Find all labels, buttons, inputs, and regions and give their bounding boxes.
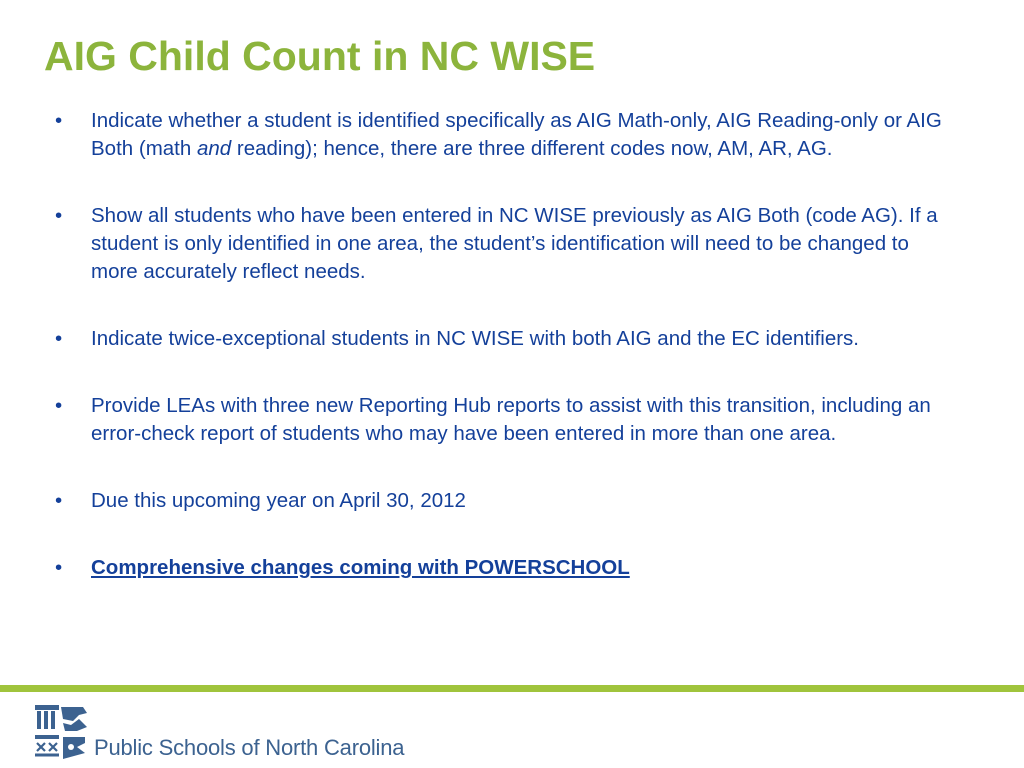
bullet-item bbox=[55, 487, 955, 515]
bullet-marker: • bbox=[55, 556, 63, 579]
emphasis-link-text: Comprehensive changes coming with POWERSCHOOL bbox=[91, 556, 630, 579]
bullet-marker: • bbox=[55, 394, 63, 417]
bullet-item bbox=[55, 392, 955, 448]
bullet-marker: • bbox=[55, 327, 63, 350]
bullet-marker: • bbox=[55, 489, 63, 512]
footer-org-name: Public Schools of North Carolina bbox=[94, 735, 405, 760]
slide-title: AIG Child Count in NC WISE bbox=[44, 33, 596, 79]
bullet-text-italic: and bbox=[196, 137, 232, 160]
bullet-marker: • bbox=[55, 109, 63, 132]
nc-public-schools-logo-icon bbox=[33, 703, 89, 766]
bullet-text: Indicate whether a student is identified specifically as AIG Math-only, AIG Reading-only or AIG Both (math bbox=[91, 109, 942, 160]
footer-divider bbox=[0, 685, 1024, 692]
bullet-text-continued: reading); hence, there are three different codes now, AM, AR, AG. bbox=[231, 137, 833, 160]
bullet-marker: • bbox=[55, 204, 63, 227]
bullet-text: Provide LEAs with three new Reporting Hub reports to assist with this transition, including an error-check report of students who may have been entered in more than one area. bbox=[91, 394, 931, 445]
bullet-item bbox=[55, 325, 955, 353]
bullet-list bbox=[55, 107, 955, 582]
bullet-item bbox=[55, 554, 955, 582]
bullet-text: Show all students who have been entered in NC WISE previously as AIG Both (code AG). If a student is only identified in one area, the student’s identification will need to be changed to more accurately reflect needs. bbox=[91, 204, 938, 283]
bullet-item bbox=[55, 202, 955, 286]
bullet-text: Indicate twice-exceptional students in NC WISE with both AIG and the EC identifiers. bbox=[91, 327, 859, 350]
bullet-text: Due this upcoming year on April 30, 2012 bbox=[91, 489, 466, 512]
bullet-item bbox=[55, 107, 955, 163]
